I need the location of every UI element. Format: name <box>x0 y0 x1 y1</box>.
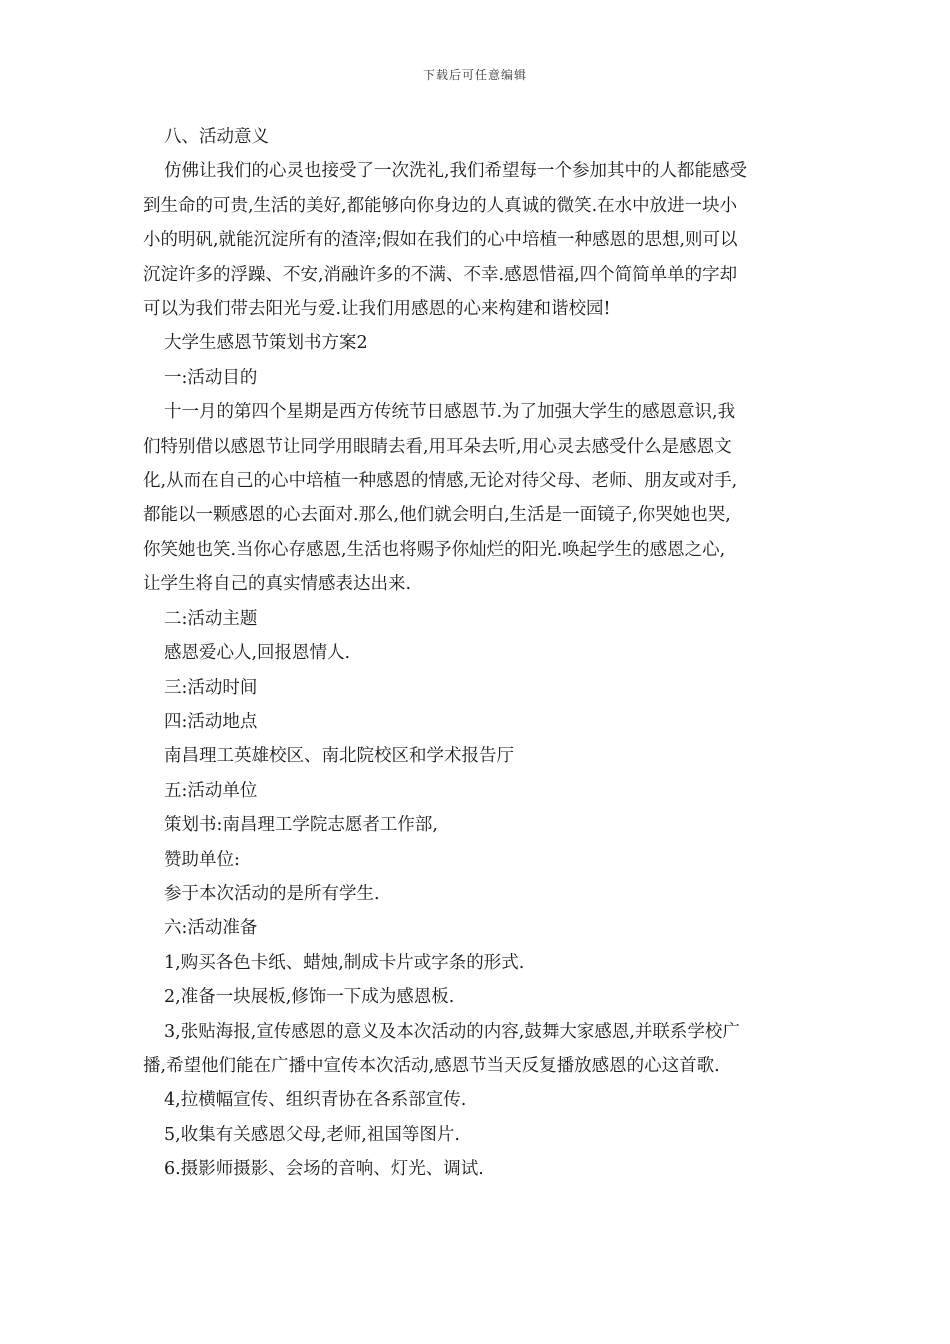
text-line: 参于本次活动的是所有学生. <box>164 883 380 904</box>
text-line: 你笑她也笑.当你心存感恩,生活也将赐予你灿烂的阳光.唤起学生的感恩之心, <box>143 539 726 560</box>
text-line: 1,购买各色卡纸、蜡烛,制成卡片或字条的形式. <box>164 952 525 973</box>
text-line: 感恩爱心人,回报恩情人. <box>164 643 351 664</box>
text-line: 十一月的第四个星期是西方传统节日感恩节.为了加强大学生的感恩意识,我 <box>164 402 736 423</box>
text-line: 让学生将自己的真实情感表达出来. <box>143 574 412 595</box>
text-line: 五:活动单位 <box>164 780 258 801</box>
text-line: 化,从而在自己的心中培植一种感恩的情感,无论对待父母、老师、朋友或对手, <box>143 471 738 492</box>
text-line: 2,准备一块展板,修饰一下成为感恩板. <box>164 987 455 1008</box>
text-line: 沉淀许多的浮躁、不安,消融许多的不满、不幸.感恩惜福,四个简简单单的字却 <box>143 264 738 285</box>
text-line: 仿佛让我们的心灵也接受了一次洗礼,我们希望每一个参加其中的人都能感受 <box>164 161 748 182</box>
text-line: 5,收集有关感恩父母,老师,祖国等图片. <box>164 1124 460 1145</box>
text-line: 播,希望他们能在广播中宣传本次活动,感恩节当天反复播放感恩的心这首歌. <box>143 1055 720 1076</box>
text-line: 大学生感恩节策划书方案2 <box>164 333 368 354</box>
text-line: 3,张贴海报,宣传感恩的意义及本次活动的内容,鼓舞大家感恩,并联系学校广 <box>164 1021 740 1042</box>
text-line: 可以为我们带去阳光与爱.让我们用感恩的心来构建和谐校园! <box>143 299 611 320</box>
text-line: 都能以一颗感恩的心去面对.那么,他们就会明白,生活是一面镜子,你哭她也哭, <box>143 505 731 526</box>
text-line: 到生命的可贵,生活的美好,都能够向你身边的人真诚的微笑.在水中放进一块小 <box>143 195 738 216</box>
document-body <box>143 120 813 1187</box>
text-line: 一:活动目的 <box>164 367 258 388</box>
page-header: 下载后可任意编辑 <box>422 68 527 82</box>
text-line: 六:活动准备 <box>164 918 258 939</box>
text-line: 4,拉横幅宣传、组织青协在各系部宣传. <box>164 1090 467 1111</box>
text-line: 三:活动时间 <box>164 677 258 698</box>
text-line: 6.摄影师摄影、会场的音响、灯光、调试. <box>164 1159 484 1180</box>
text-line: 策划书:南昌理工学院志愿者工作部, <box>164 815 438 836</box>
text-line: 赞助单位: <box>164 849 240 870</box>
text-line: 八、活动意义 <box>164 127 269 147</box>
text-line: 们特别借以感恩节让同学用眼睛去看,用耳朵去听,用心灵去感受什么是感恩文 <box>143 436 732 457</box>
text-line: 四:活动地点 <box>164 711 258 732</box>
text-line: 小的明矾,就能沉淀所有的渣滓;假如在我们的心中培植一种感恩的思想,则可以 <box>143 230 738 251</box>
text-line: 南昌理工英雄校区、南北院校区和学术报告厅 <box>164 746 514 767</box>
text-line: 二:活动主题 <box>164 608 258 629</box>
